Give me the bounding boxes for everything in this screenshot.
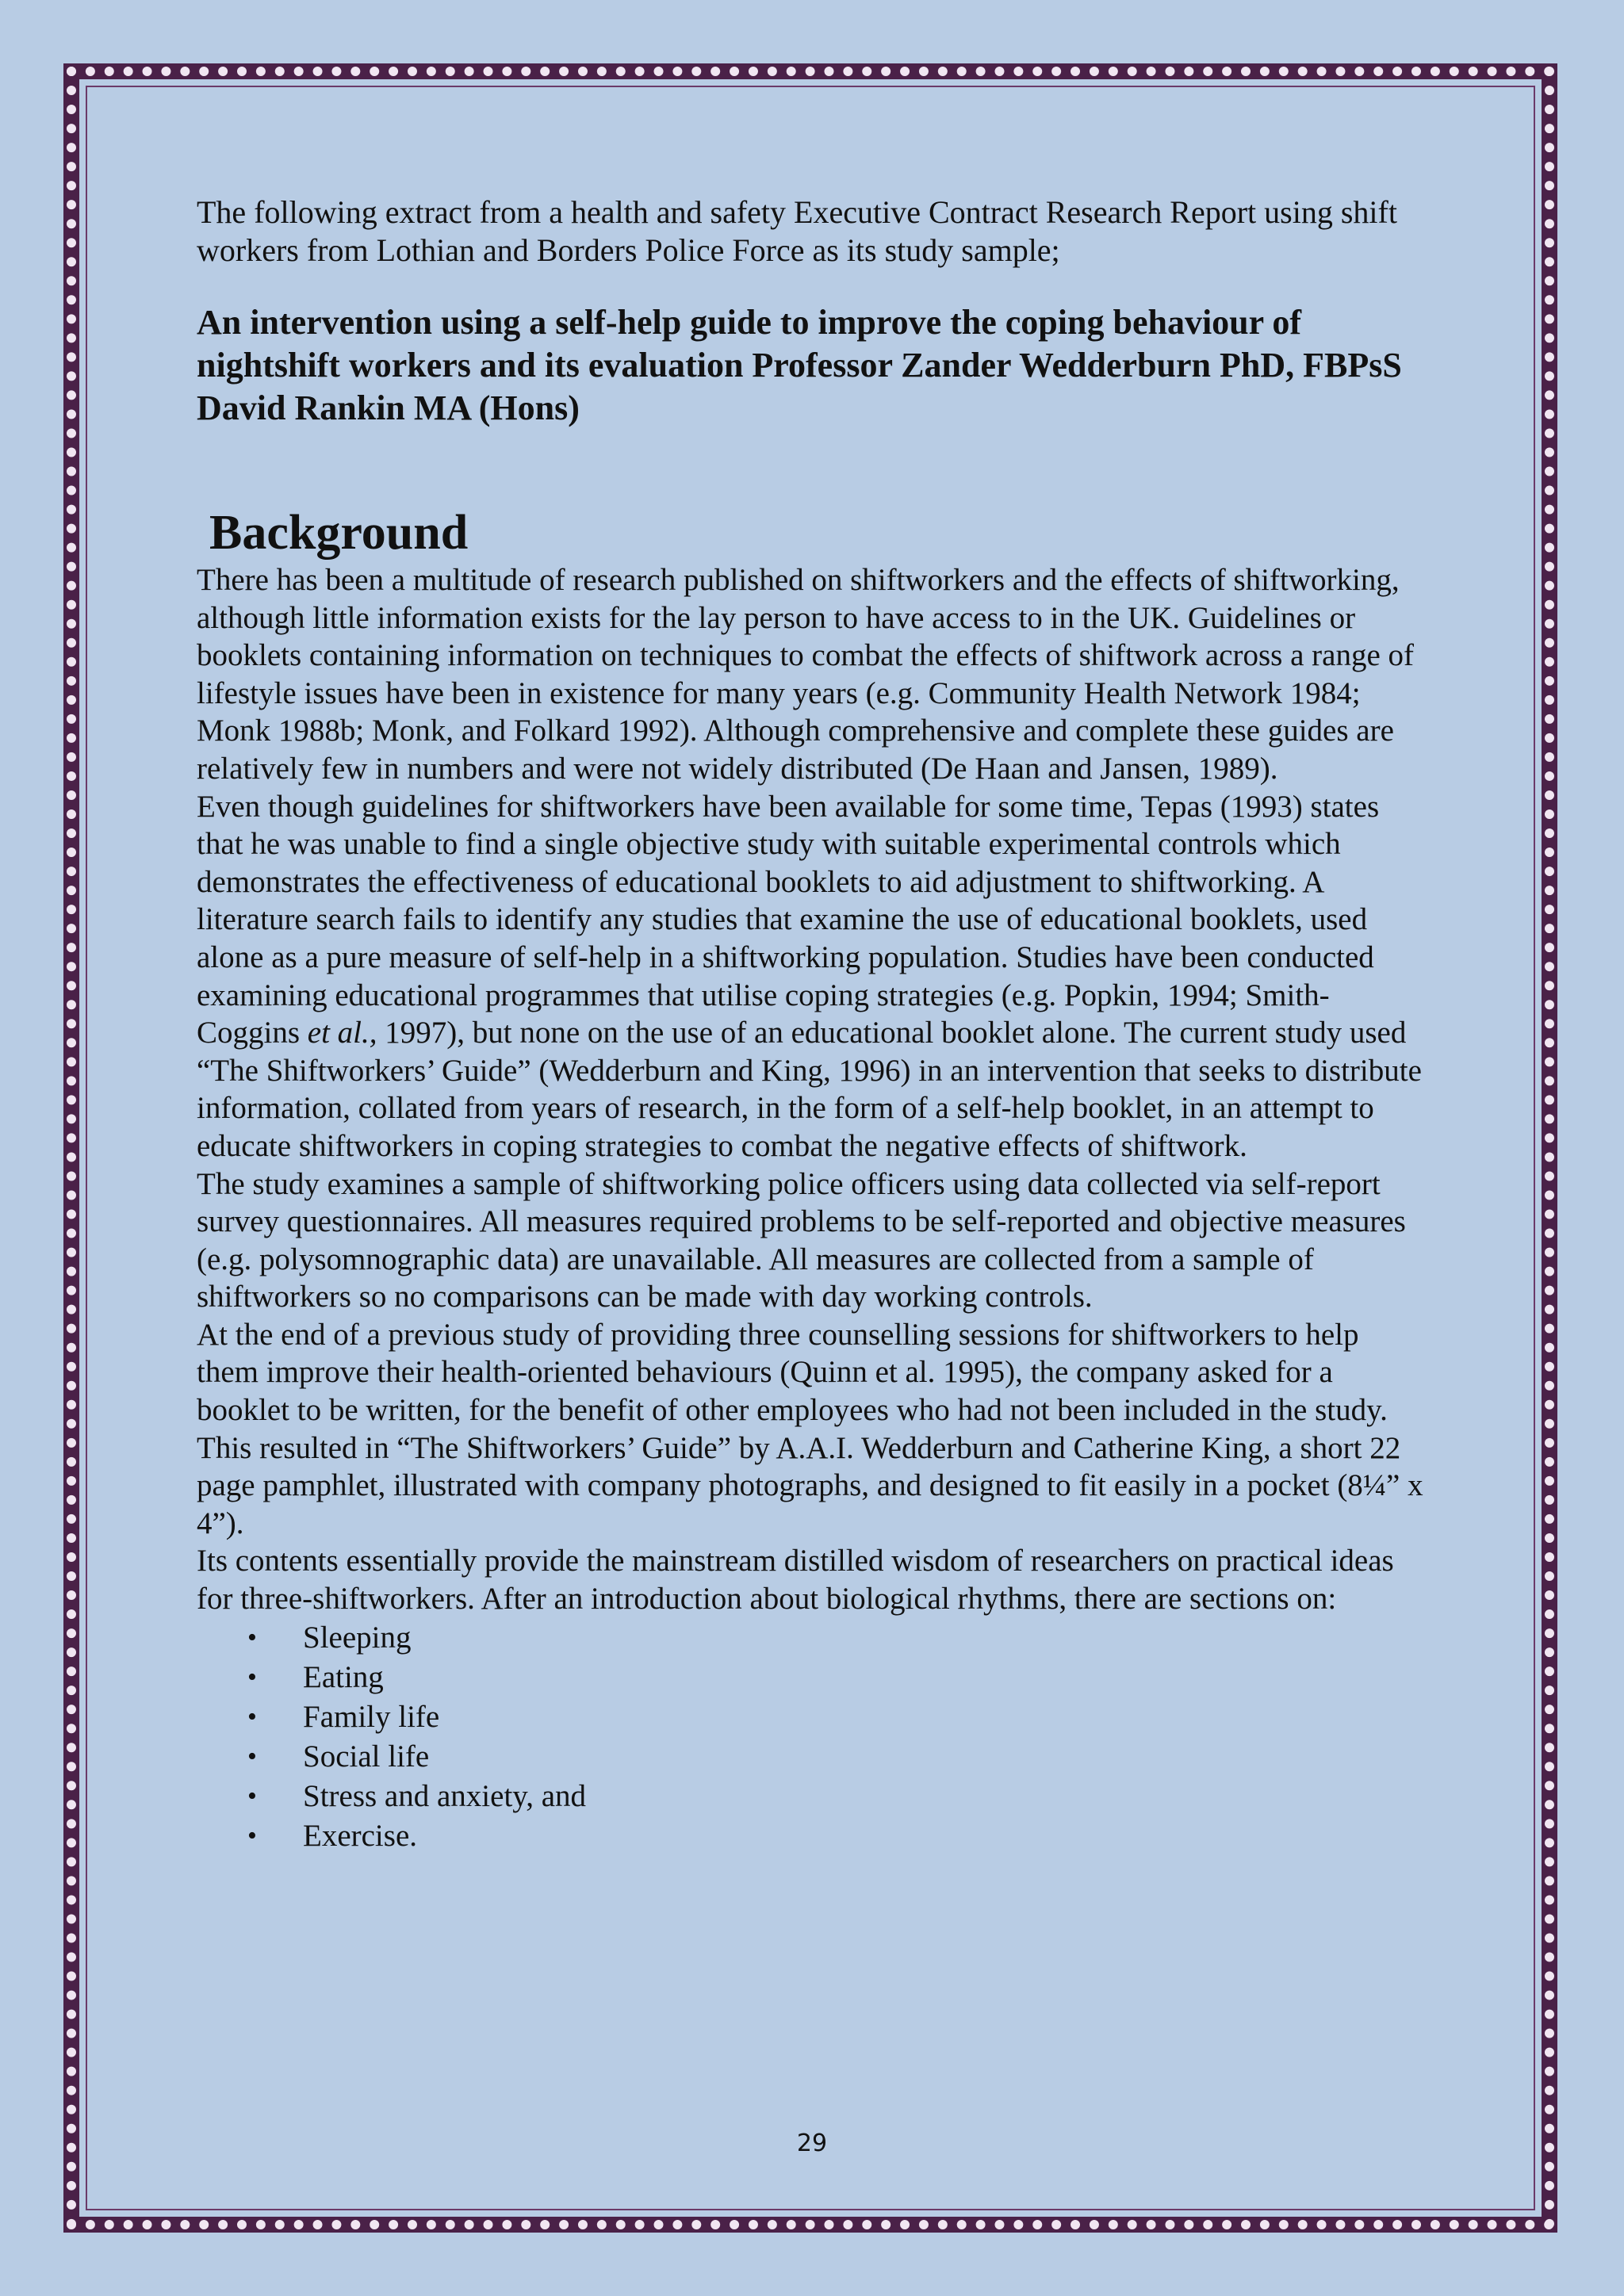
background-paragraph-5: Its contents essentially provide the mainstream distilled wisdom of researchers on practical ideas for three-shiftworkers. After an introduction about biological rhythms, there are sections on: xyxy=(197,1544,1394,1617)
document-content xyxy=(197,193,1426,1856)
guide-sections-list xyxy=(197,1618,1426,1856)
list-item xyxy=(197,1777,1426,1816)
background-paragraph-4: At the end of a previous study of providing three counselling sessions for shiftworkers to help them improve their health-oriented behaviours (Quinn et al. 1995), the company asked for a booklet to be written, for the benefit of other employees who had not been included in the study. This resulted in “The Shiftworkers’ Guide” by A.A.I. Wedderburn and Catherine King, a short 22 page pamphlet, illustrated with company photographs, and designed to fit easily in a pocket (8¼” x 4”). xyxy=(197,1317,1423,1540)
paragraph-2-text-start: Even though guidelines for shiftworkers have been available for some time, Tepas (1993) states that he was unable to find a single objective study with suitable experimental controls which demonstrates the effectiveness of educational booklets to aid adjustment to shiftworking. A literature search fails to identify any studies that examine the use of educational booklets, used alone as a pure measure of self-help in a shiftworking population. Studies have been conducted examining educational programmes that utilise coping strategies (e.g. Popkin, 1994; Smith-Coggins xyxy=(197,789,1380,1050)
intro-paragraph: The following extract from a health and safety Executive Contract Research Report using shift workers from Lothian and Borders Police Force as its study sample; xyxy=(197,194,1397,268)
bullet-icon: • xyxy=(247,1662,257,1692)
background-heading: Background xyxy=(209,506,469,560)
page-number: 29 xyxy=(796,2130,828,2157)
bullet-icon: • xyxy=(247,1820,257,1850)
report-title: An intervention using a self-help guide to improve the coping behaviour of nightshift workers and its evaluation Professor Zander Wedderburn PhD, FBPsS David Rankin MA (Hons) xyxy=(197,303,1402,427)
list-item-text-exercise: Exercise. xyxy=(303,1818,418,1853)
list-item-text-sleeping: Sleeping xyxy=(303,1620,412,1655)
list-item-text-stress-and-anxiety: Stress and anxiety, and xyxy=(303,1778,587,1813)
bullet-icon: • xyxy=(247,1781,257,1811)
background-paragraph-1: There has been a multitude of research published on shiftworkers and the effects of shiftworking, although little information exists for the lay person to have access to in the UK. Guidelines or booklets containing information on techniques to combat the effects of shiftwork across a range of lifestyle issues have been in existence for many years (e.g. Community Health Network 1984; Monk 1988b; Monk, and Folkard 1992). Although comprehensive and complete these guides are relatively few in numbers and were not widely distributed (De Haan and Jansen, 1989). xyxy=(197,563,1415,786)
list-item xyxy=(197,1737,1426,1777)
list-item xyxy=(197,1697,1426,1737)
list-item-text-eating: Eating xyxy=(303,1659,384,1694)
list-item xyxy=(197,1618,1426,1658)
background-paragraph-2 xyxy=(197,788,1426,1165)
list-item xyxy=(197,1816,1426,1856)
bullet-icon: • xyxy=(247,1741,257,1771)
bullet-icon: • xyxy=(247,1622,257,1652)
paragraph-2-text-end: 1997), but none on the use of an educational booklet alone. The current study used “The Shiftworkers’ Guide” (Wedderburn and King, 1996) in an intervention that seeks to distribute information, collated from years of research, in the form of a self-help booklet, in an attempt to educate shiftworkers in coping strategies to combat the negative effects of shiftwork. xyxy=(197,1016,1422,1163)
list-item-text-family-life: Family life xyxy=(303,1699,440,1734)
list-item xyxy=(197,1658,1426,1697)
bullet-icon: • xyxy=(247,1701,257,1732)
list-item-text-social-life: Social life xyxy=(303,1739,430,1774)
et-al-citation: et al., xyxy=(307,1016,377,1050)
background-paragraph-3: The study examines a sample of shiftworking police officers using data collected via self-report survey questionnaires. All measures required problems to be self-reported and objective measures (e.g. polysomnographic data) are unavailable. All measures are collected from a sample of shiftworkers so no comparisons can be made with day working controls. xyxy=(197,1166,1406,1314)
